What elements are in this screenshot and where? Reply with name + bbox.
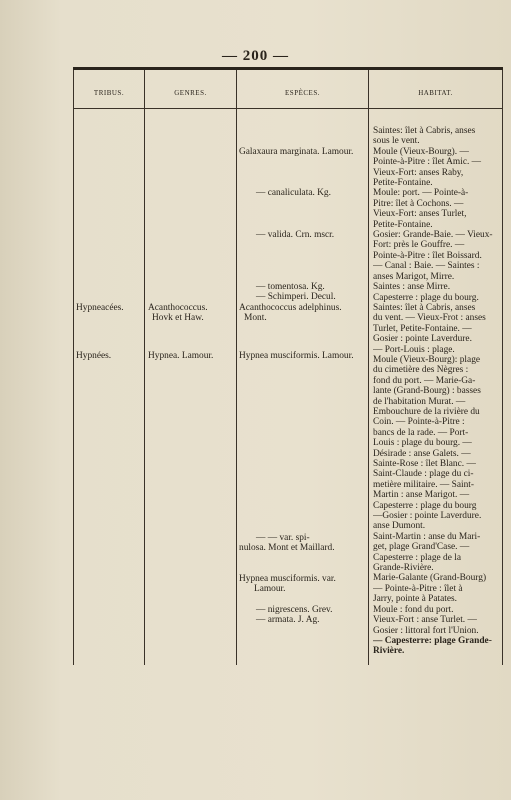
habitat-line: Pointe-à-Pitre : îlet Amic. — <box>373 157 482 168</box>
habitat-line: Grande-Rivière. <box>373 563 434 574</box>
habitat-line: Rivière. <box>373 646 405 657</box>
habitat-line: anse Dumont. <box>373 521 426 532</box>
habitat-line: sous le vent. <box>373 136 420 147</box>
habitat-line: Vieux-Fort : anse Turlet. — <box>373 615 477 626</box>
habitat-line: Saintes: îlet à Cabris, anses <box>373 302 476 313</box>
espece-var-spinulosa-author: nulosa. Mont et Maillard. <box>239 543 335 553</box>
column-rule-genres <box>236 70 237 665</box>
column-rule-tribus <box>144 70 145 665</box>
habitat-line: Saintes: îlet à Cabris, anses <box>373 126 476 136</box>
habitat-line: Coin. — Pointe-à-Pitre : <box>373 417 465 428</box>
habitat-line: Saint-Claude : plage du ci- <box>373 469 474 480</box>
habitat-line: fond du port. — Marie-Ga- <box>373 375 476 386</box>
habitat-line: Moule (Vieux-Bourg): plage <box>373 354 481 365</box>
habitat-line: —Gosier : pointe Laverdure. <box>373 511 482 522</box>
habitat-line: Vieux-Fort: anses Raby, <box>373 167 464 178</box>
habitat-line: Moule (Vieux-Bourg). — <box>373 146 469 157</box>
habitat-line: Capesterre : plage de la <box>373 552 461 563</box>
page-number: — 200 — <box>222 48 289 64</box>
habitat-column <box>373 126 501 657</box>
habitat-line: de l'habitation Murat. — <box>373 396 466 407</box>
habitat-line: — Port-Louis : plage. <box>373 344 455 355</box>
habitat-line: Martin : anse Marigot. — <box>373 490 470 501</box>
habitat-line: Gosier: Grande-Baie. — Vieux- <box>373 230 493 241</box>
espece-schimperi: — Schimperi. Decul. <box>256 292 336 302</box>
habitat-line: Désirade : anse Galets. — <box>373 448 471 459</box>
habitat-line: metière militaire. — Saint- <box>373 479 475 490</box>
espece-canaliculata: — canaliculata. Kg. <box>256 188 331 198</box>
espece-galaxaura-marginata: Galaxaura marginata. Lamour. <box>239 147 354 157</box>
habitat-line: Petite-Fontaine. <box>373 178 433 189</box>
habitat-line: du vent. — Vieux-Frot : anses <box>373 313 486 324</box>
column-rule-especes <box>368 70 369 665</box>
habitat-line: Pitre: îlet à Cochons. — <box>373 198 464 209</box>
habitat-line: — Pointe-à-Pitre : îlet à <box>373 583 463 594</box>
habitat-line: Moule : fond du port. <box>373 604 454 615</box>
espece-hypnea-musciformis-var: Hypnea musciformis. var. <box>239 574 336 584</box>
habitat-line: Saintes : anse Mirre. <box>373 282 451 293</box>
habitat-line: lante (Grand-Bourg) : basses <box>373 386 481 397</box>
espece-tomentosa: — tomentosa. Kg. <box>256 282 325 292</box>
habitat-line: Sainte-Rose : îlet Blanc. — <box>373 459 476 469</box>
espece-var-spinulosa: — — var. spi- <box>256 533 310 543</box>
habitat-line: Fort: près le Gouffre. — <box>373 240 465 251</box>
habitat-line: du cimetière des Nègres : <box>373 365 469 376</box>
espece-valida: — valida. Crn. mscr. <box>256 230 335 240</box>
habitat-line: Saint-Martin : anse du Mari- <box>373 531 481 542</box>
habitat-line: get, plage Grand'Case. — <box>373 542 470 553</box>
habitat-line: Capesterre : plage du bourg. <box>373 292 479 303</box>
genre-acanthococcus-author: Hovk et Haw. <box>152 313 204 323</box>
habitat-line: anses Marigot, Mirre. <box>373 271 455 282</box>
habitat-line: Gosier : pointe Laverdure. <box>373 334 472 345</box>
espece-hypnea-musciformis-var-author: Lamour. <box>254 584 286 594</box>
habitat-line: Marie-Galante (Grand-Bourg) <box>373 573 487 584</box>
genre-hypnea: Hypnea. Lamour. <box>148 351 214 361</box>
column-rule-left <box>73 70 74 665</box>
habitat-line: — Capesterre: plage Grande- <box>373 635 492 646</box>
header-habitat: HABITAT. <box>418 89 453 97</box>
habitat-line: Turlet, Petite-Fontaine. — <box>373 323 472 334</box>
habitat-line: Petite-Fontaine. <box>373 219 433 230</box>
habitat-line: — Canal : Baie. — Saintes : <box>373 261 480 272</box>
header-rule <box>73 108 503 109</box>
header-genres: GENRES. <box>174 89 207 97</box>
habitat-line: Pointe-à-Pitre : îlet Boissard. <box>373 250 482 261</box>
espece-hypnea-musciformis: Hypnea musciformis. Lamour. <box>239 351 354 361</box>
habitat-line: Embouchure de la rivière du <box>373 406 480 417</box>
habitat-line: Louis : plage du bourg. — <box>373 438 472 449</box>
espece-acanthococcus-author: Mont. <box>244 313 267 323</box>
habitat-line: Capesterre : plage du bourg <box>373 500 477 511</box>
header-especes: ESPÈCES. <box>285 89 320 97</box>
header-tribus: TRIBUS. <box>93 89 125 97</box>
habitat-line: Gosier : littoral fort l'Union. <box>373 625 479 636</box>
habitat-line: bancs de la rade. — Port- <box>373 427 469 438</box>
espece-nigrescens: — nigrescens. Grev. <box>256 605 333 615</box>
genre-acanthococcus: Acanthococcus. <box>148 303 208 313</box>
tribus-hypnees: Hypnées. <box>76 351 112 361</box>
column-rule-right <box>502 70 503 665</box>
habitat-line: Vieux-Fort: anses Turlet, <box>373 209 467 220</box>
habitat-line: Jarry, pointe à Patates. <box>373 594 457 605</box>
tribus-hypneacees: Hypneacées. <box>76 303 124 313</box>
espece-acanthococcus-adelphinus: Acanthococcus adelphinus. <box>239 303 342 313</box>
espece-armata: — armata. J. Ag. <box>256 615 320 625</box>
habitat-line: Moule: port. — Pointe-à- <box>373 188 469 199</box>
